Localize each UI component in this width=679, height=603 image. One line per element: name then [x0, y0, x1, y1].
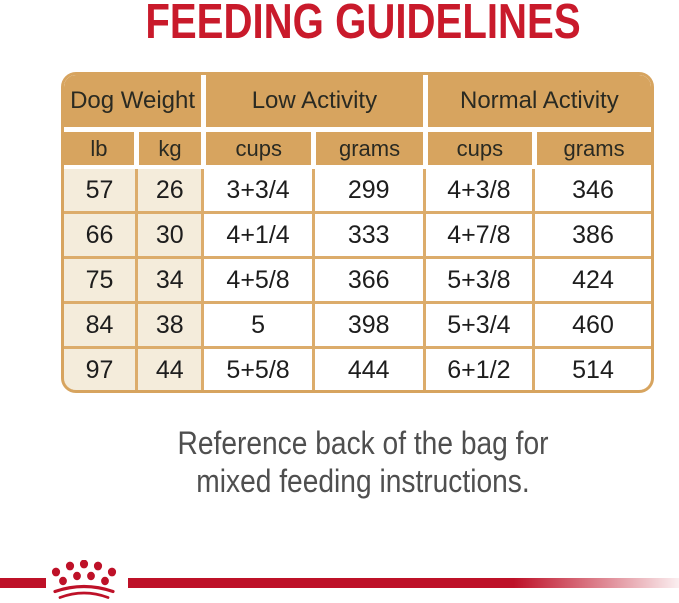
note-line-1: Reference back of the bag for — [177, 425, 549, 461]
table-cell: 44 — [138, 349, 201, 391]
column-header-kg: kg — [139, 132, 201, 165]
table-cell: 346 — [535, 169, 651, 211]
table-cell: 57 — [64, 169, 135, 211]
table-cell: 97 — [64, 349, 135, 391]
table-cell: 66 — [64, 214, 135, 256]
table-cell: 4+7/8 — [426, 214, 532, 256]
column-header-low-cups: cups — [206, 132, 311, 165]
table-cell: 6+1/2 — [426, 349, 532, 391]
mixed-feeding-note — [85, 424, 641, 500]
table-cell: 4+1/4 — [204, 214, 311, 256]
table-cell: 75 — [64, 259, 135, 301]
table-cell: 444 — [315, 349, 423, 391]
column-header-lb: lb — [64, 132, 134, 165]
table-cell: 366 — [315, 259, 423, 301]
brand-stripe-left — [0, 578, 46, 588]
table-cell: 424 — [535, 259, 651, 301]
feeding-table — [61, 72, 654, 393]
table-cell: 299 — [315, 169, 423, 211]
group-header-low-activity: Low Activity — [206, 75, 423, 127]
table-cell: 34 — [138, 259, 201, 301]
table-cell: 5 — [204, 304, 311, 346]
table-cell: 514 — [535, 349, 651, 391]
note-line-2: mixed feeding instructions. — [196, 463, 530, 499]
table-cell: 5+3/8 — [426, 259, 532, 301]
table-cell: 5+5/8 — [204, 349, 311, 391]
table-cell: 26 — [138, 169, 201, 211]
column-header-normal-cups: cups — [428, 132, 532, 165]
table-subheader-row — [64, 132, 651, 165]
table-cell: 333 — [315, 214, 423, 256]
group-header-dog-weight: Dog Weight — [64, 75, 201, 127]
table-cell: 386 — [535, 214, 651, 256]
table-cell: 38 — [138, 304, 201, 346]
royal-canin-crown-icon — [49, 560, 119, 603]
table-cell: 460 — [535, 304, 651, 346]
table-cell: 84 — [64, 304, 135, 346]
table-body — [64, 169, 651, 391]
column-header-low-grams: grams — [316, 132, 422, 165]
column-header-normal-grams: grams — [537, 132, 651, 165]
table-cell: 30 — [138, 214, 201, 256]
page-title: FEEDING GUIDELINES — [145, 0, 581, 49]
table-cell: 5+3/4 — [426, 304, 532, 346]
table-cell: 398 — [315, 304, 423, 346]
table-group-header-row — [64, 75, 651, 127]
group-header-normal-activity: Normal Activity — [428, 75, 651, 127]
table-cell: 3+3/4 — [204, 169, 311, 211]
brand-stripe-right — [128, 578, 679, 588]
table-cell: 4+3/8 — [426, 169, 532, 211]
table-cell: 4+5/8 — [204, 259, 311, 301]
